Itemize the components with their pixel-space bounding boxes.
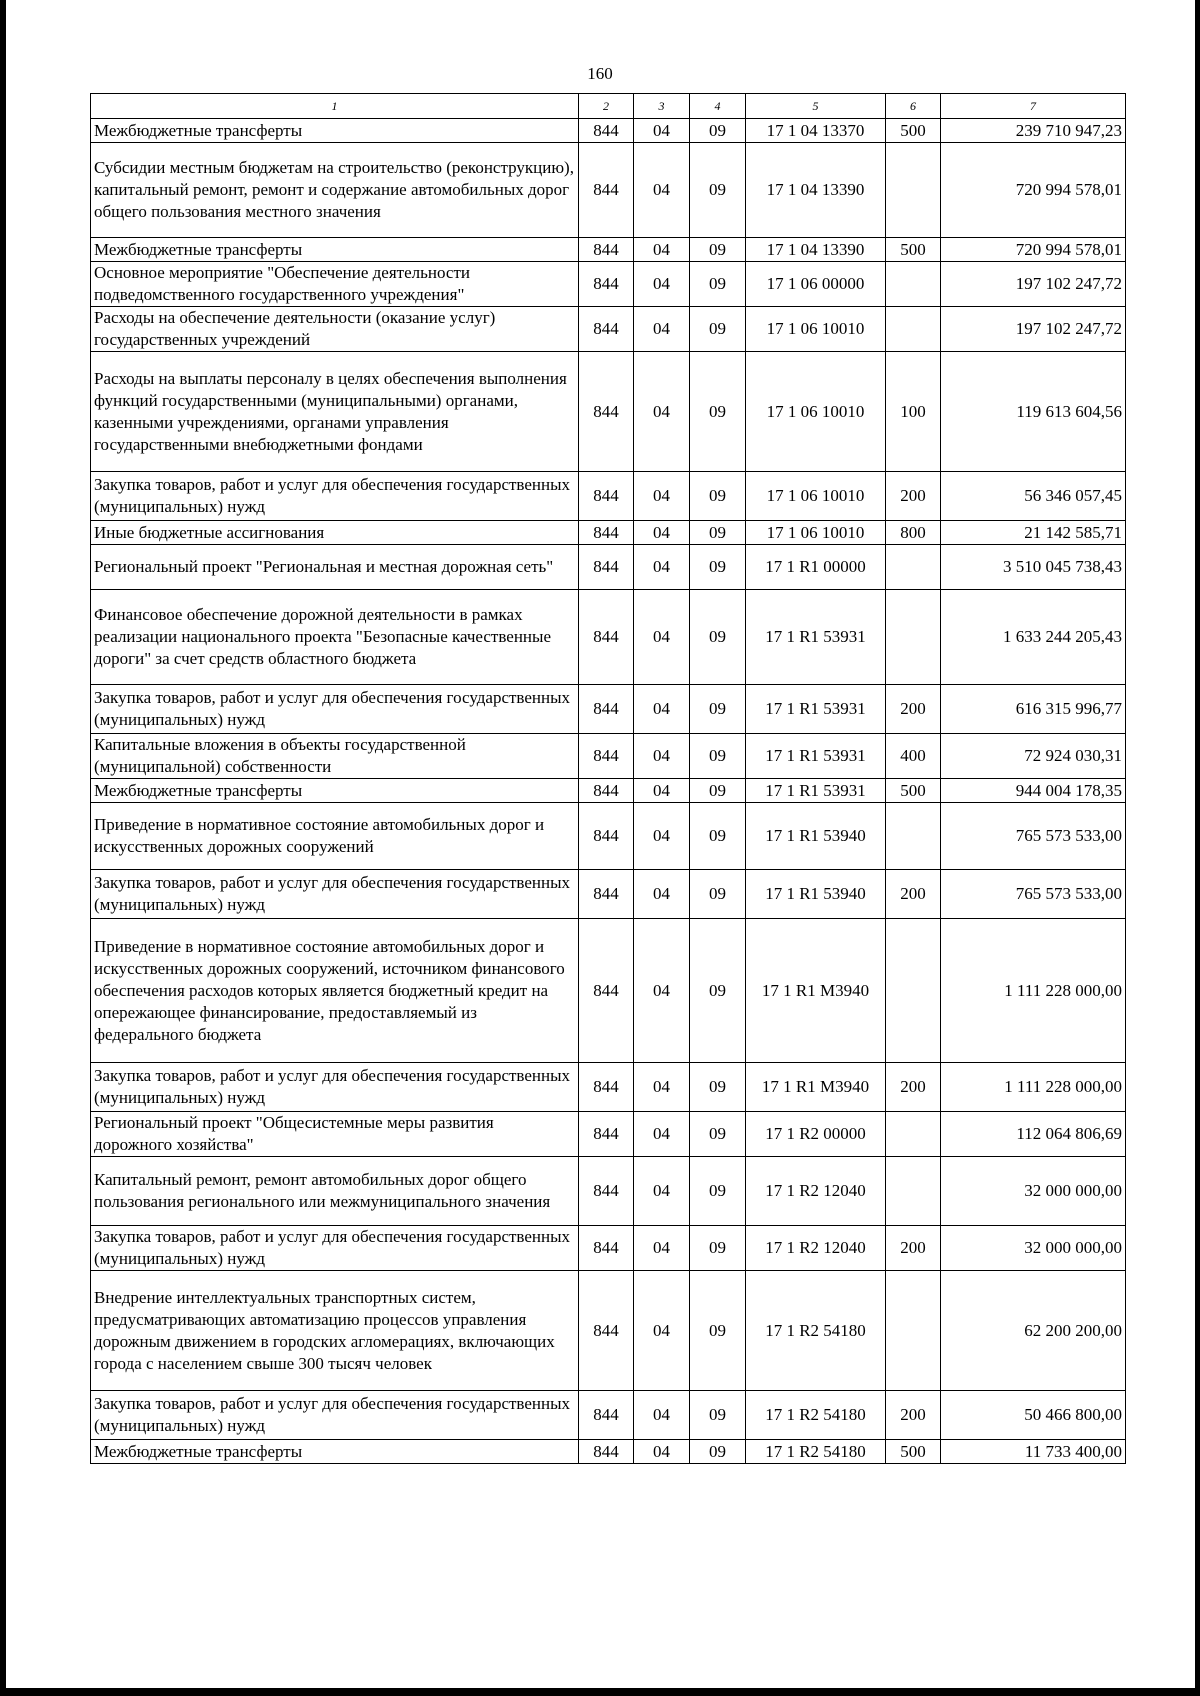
row-pr-code: 09 (690, 1112, 746, 1157)
table-row (91, 262, 1126, 307)
row-rz-code: 04 (634, 685, 690, 734)
row-amount: 11 733 400,00 (941, 1440, 1126, 1464)
row-pr-code: 09 (690, 779, 746, 803)
row-rz-code: 04 (634, 545, 690, 590)
row-csr-code: 17 1 R2 00000 (746, 1112, 886, 1157)
row-gr-code: 844 (579, 590, 634, 685)
row-vr-code (886, 1112, 941, 1157)
row-pr-code: 09 (690, 734, 746, 779)
row-gr-code: 844 (579, 307, 634, 352)
row-rz-code: 04 (634, 590, 690, 685)
row-gr-code: 844 (579, 238, 634, 262)
table-row (91, 1271, 1126, 1391)
row-description: Закупка товаров, работ и услуг для обеспечения государственных (муниципальных) нужд (91, 1063, 579, 1112)
row-description: Основное мероприятие "Обеспечение деятельности подведомственного государственного учреждения" (91, 262, 579, 307)
row-description: Региональный проект "Общесистемные меры развития дорожного хозяйства" (91, 1112, 579, 1157)
row-vr-code (886, 803, 941, 870)
budget-table (90, 93, 1126, 1464)
row-gr-code: 844 (579, 1391, 634, 1440)
table-row (91, 472, 1126, 521)
row-vr-code (886, 307, 941, 352)
table-row (91, 919, 1126, 1063)
row-amount: 1 633 244 205,43 (941, 590, 1126, 685)
row-rz-code: 04 (634, 1157, 690, 1226)
row-amount: 765 573 533,00 (941, 870, 1126, 919)
table-row (91, 238, 1126, 262)
row-rz-code: 04 (634, 803, 690, 870)
row-rz-code: 04 (634, 262, 690, 307)
row-rz-code: 04 (634, 119, 690, 143)
row-pr-code: 09 (690, 119, 746, 143)
row-amount: 720 994 578,01 (941, 143, 1126, 238)
row-csr-code: 17 1 04 13390 (746, 238, 886, 262)
row-csr-code: 17 1 R1 53940 (746, 870, 886, 919)
row-csr-code: 17 1 06 10010 (746, 472, 886, 521)
row-csr-code: 17 1 06 10010 (746, 352, 886, 472)
scan-border-right (1195, 0, 1200, 1696)
row-amount: 119 613 604,56 (941, 352, 1126, 472)
row-rz-code: 04 (634, 1112, 690, 1157)
row-csr-code: 17 1 R2 12040 (746, 1226, 886, 1271)
column-header: 2 (579, 94, 634, 119)
row-csr-code: 17 1 06 10010 (746, 307, 886, 352)
row-amount: 32 000 000,00 (941, 1226, 1126, 1271)
row-pr-code: 09 (690, 521, 746, 545)
row-vr-code (886, 590, 941, 685)
row-rz-code: 04 (634, 1271, 690, 1391)
table-row (91, 1157, 1126, 1226)
row-rz-code: 04 (634, 870, 690, 919)
row-rz-code: 04 (634, 1440, 690, 1464)
table-row (91, 307, 1126, 352)
row-gr-code: 844 (579, 1112, 634, 1157)
table-row (91, 1391, 1126, 1440)
row-vr-code: 200 (886, 1226, 941, 1271)
row-gr-code: 844 (579, 919, 634, 1063)
row-vr-code: 400 (886, 734, 941, 779)
table-row (91, 143, 1126, 238)
column-header: 6 (886, 94, 941, 119)
row-description: Региональный проект "Региональная и местная дорожная сеть" (91, 545, 579, 590)
row-vr-code: 200 (886, 1391, 941, 1440)
row-rz-code: 04 (634, 734, 690, 779)
row-pr-code: 09 (690, 1271, 746, 1391)
row-description: Закупка товаров, работ и услуг для обеспечения государственных (муниципальных) нужд (91, 1391, 579, 1440)
column-header: 3 (634, 94, 690, 119)
row-description: Закупка товаров, работ и услуг для обеспечения государственных (муниципальных) нужд (91, 472, 579, 521)
row-pr-code: 09 (690, 143, 746, 238)
row-csr-code: 17 1 R2 12040 (746, 1157, 886, 1226)
row-csr-code: 17 1 R2 54180 (746, 1440, 886, 1464)
table-row (91, 119, 1126, 143)
row-rz-code: 04 (634, 307, 690, 352)
row-gr-code: 844 (579, 472, 634, 521)
row-description: Приведение в нормативное состояние автомобильных дорог и искусственных дорожных сооружений, источником финансового обеспечения расходов которых является бюджетный кредит на опережающее финансирование, предоставляемый из федерального бюджета (91, 919, 579, 1063)
scan-border-left (0, 0, 6, 1688)
row-description: Межбюджетные трансферты (91, 1440, 579, 1464)
column-header: 4 (690, 94, 746, 119)
row-gr-code: 844 (579, 1271, 634, 1391)
row-description: Финансовое обеспечение дорожной деятельности в рамках реализации национального проекта "Безопасные качественные дороги" за счет средств областного бюджета (91, 590, 579, 685)
row-csr-code: 17 1 R1 53931 (746, 590, 886, 685)
row-pr-code: 09 (690, 545, 746, 590)
row-description: Закупка товаров, работ и услуг для обеспечения государственных (муниципальных) нужд (91, 870, 579, 919)
row-rz-code: 04 (634, 352, 690, 472)
row-rz-code: 04 (634, 919, 690, 1063)
row-description: Внедрение интеллектуальных транспортных систем, предусматривающих автоматизацию процессов управления дорожным движением в городских агломерациях, включающих города с населением свыше 300 тысяч человек (91, 1271, 579, 1391)
column-header: 5 (746, 94, 886, 119)
row-pr-code: 09 (690, 262, 746, 307)
column-number-row (91, 94, 1126, 119)
row-vr-code (886, 262, 941, 307)
row-gr-code: 844 (579, 352, 634, 472)
row-description: Межбюджетные трансферты (91, 119, 579, 143)
row-gr-code: 844 (579, 779, 634, 803)
row-pr-code: 09 (690, 685, 746, 734)
row-gr-code: 844 (579, 685, 634, 734)
row-pr-code: 09 (690, 307, 746, 352)
row-rz-code: 04 (634, 779, 690, 803)
row-csr-code: 17 1 R1 53931 (746, 779, 886, 803)
row-amount: 239 710 947,23 (941, 119, 1126, 143)
table-row (91, 685, 1126, 734)
row-gr-code: 844 (579, 1226, 634, 1271)
row-gr-code: 844 (579, 119, 634, 143)
row-description: Расходы на обеспечение деятельности (оказание услуг) государственных учреждений (91, 307, 579, 352)
row-rz-code: 04 (634, 1226, 690, 1271)
row-amount: 616 315 996,77 (941, 685, 1126, 734)
row-description: Капитальные вложения в объекты государственной (муниципальной) собственности (91, 734, 579, 779)
row-csr-code: 17 1 R1 53931 (746, 734, 886, 779)
row-pr-code: 09 (690, 919, 746, 1063)
row-description: Субсидии местным бюджетам на строительство (реконструкцию), капитальный ремонт, ремонт и содержание автомобильных дорог общего пользования местного значения (91, 143, 579, 238)
row-amount: 720 994 578,01 (941, 238, 1126, 262)
row-description: Расходы на выплаты персоналу в целях обеспечения выполнения функций государственными (муниципальными) органами, казенными учреждениями, органами управления государственными внебюджетными фондами (91, 352, 579, 472)
row-rz-code: 04 (634, 521, 690, 545)
row-gr-code: 844 (579, 870, 634, 919)
row-csr-code: 17 1 06 00000 (746, 262, 886, 307)
row-amount: 56 346 057,45 (941, 472, 1126, 521)
row-gr-code: 844 (579, 1063, 634, 1112)
row-description: Закупка товаров, работ и услуг для обеспечения государственных (муниципальных) нужд (91, 1226, 579, 1271)
row-pr-code: 09 (690, 870, 746, 919)
row-vr-code: 100 (886, 352, 941, 472)
row-vr-code: 200 (886, 685, 941, 734)
row-csr-code: 17 1 R1 53940 (746, 803, 886, 870)
row-amount: 112 064 806,69 (941, 1112, 1126, 1157)
table-row (91, 545, 1126, 590)
row-gr-code: 844 (579, 521, 634, 545)
row-rz-code: 04 (634, 143, 690, 238)
table-row (91, 521, 1126, 545)
row-description: Приведение в нормативное состояние автомобильных дорог и искусственных дорожных сооружений (91, 803, 579, 870)
row-vr-code: 500 (886, 779, 941, 803)
row-rz-code: 04 (634, 472, 690, 521)
row-pr-code: 09 (690, 1440, 746, 1464)
row-amount: 32 000 000,00 (941, 1157, 1126, 1226)
table-row (91, 779, 1126, 803)
row-vr-code (886, 919, 941, 1063)
row-gr-code: 844 (579, 143, 634, 238)
row-pr-code: 09 (690, 352, 746, 472)
row-rz-code: 04 (634, 1063, 690, 1112)
row-amount: 21 142 585,71 (941, 521, 1126, 545)
row-pr-code: 09 (690, 472, 746, 521)
row-csr-code: 17 1 R1 M3940 (746, 919, 886, 1063)
row-amount: 62 200 200,00 (941, 1271, 1126, 1391)
row-csr-code: 17 1 06 10010 (746, 521, 886, 545)
row-vr-code: 200 (886, 472, 941, 521)
row-pr-code: 09 (690, 1391, 746, 1440)
row-vr-code (886, 143, 941, 238)
row-gr-code: 844 (579, 803, 634, 870)
table-row (91, 1112, 1126, 1157)
row-gr-code: 844 (579, 262, 634, 307)
row-csr-code: 17 1 04 13390 (746, 143, 886, 238)
row-amount: 1 111 228 000,00 (941, 919, 1126, 1063)
row-pr-code: 09 (690, 803, 746, 870)
row-csr-code: 17 1 R1 M3940 (746, 1063, 886, 1112)
row-amount: 72 924 030,31 (941, 734, 1126, 779)
row-amount: 197 102 247,72 (941, 307, 1126, 352)
scan-border-bottom (0, 1688, 1200, 1696)
row-vr-code (886, 1157, 941, 1226)
row-csr-code: 17 1 R1 53931 (746, 685, 886, 734)
table-row (91, 734, 1126, 779)
row-csr-code: 17 1 04 13370 (746, 119, 886, 143)
row-pr-code: 09 (690, 1063, 746, 1112)
row-description: Межбюджетные трансферты (91, 238, 579, 262)
column-header: 7 (941, 94, 1126, 119)
row-amount: 197 102 247,72 (941, 262, 1126, 307)
row-csr-code: 17 1 R2 54180 (746, 1271, 886, 1391)
column-header: 1 (91, 94, 579, 119)
table-row (91, 352, 1126, 472)
row-vr-code (886, 1271, 941, 1391)
row-rz-code: 04 (634, 1391, 690, 1440)
row-gr-code: 844 (579, 1440, 634, 1464)
table-row (91, 870, 1126, 919)
row-rz-code: 04 (634, 238, 690, 262)
table-row (91, 1063, 1126, 1112)
row-vr-code: 500 (886, 119, 941, 143)
row-pr-code: 09 (690, 590, 746, 685)
row-vr-code: 500 (886, 238, 941, 262)
row-gr-code: 844 (579, 1157, 634, 1226)
row-description: Капитальный ремонт, ремонт автомобильных дорог общего пользования регионального или межмуниципального значения (91, 1157, 579, 1226)
page-number: 160 (587, 64, 613, 83)
table-row (91, 1440, 1126, 1464)
row-vr-code: 200 (886, 870, 941, 919)
row-vr-code: 500 (886, 1440, 941, 1464)
row-csr-code: 17 1 R2 54180 (746, 1391, 886, 1440)
row-pr-code: 09 (690, 1226, 746, 1271)
row-description: Закупка товаров, работ и услуг для обеспечения государственных (муниципальных) нужд (91, 685, 579, 734)
row-vr-code: 200 (886, 1063, 941, 1112)
table-row (91, 590, 1126, 685)
row-amount: 50 466 800,00 (941, 1391, 1126, 1440)
row-vr-code (886, 545, 941, 590)
row-amount: 1 111 228 000,00 (941, 1063, 1126, 1112)
row-description: Межбюджетные трансферты (91, 779, 579, 803)
row-amount: 3 510 045 738,43 (941, 545, 1126, 590)
row-gr-code: 844 (579, 734, 634, 779)
row-csr-code: 17 1 R1 00000 (746, 545, 886, 590)
row-amount: 944 004 178,35 (941, 779, 1126, 803)
row-amount: 765 573 533,00 (941, 803, 1126, 870)
table-row (91, 803, 1126, 870)
row-vr-code: 800 (886, 521, 941, 545)
row-pr-code: 09 (690, 238, 746, 262)
row-description: Иные бюджетные ассигнования (91, 521, 579, 545)
table-row (91, 1226, 1126, 1271)
row-pr-code: 09 (690, 1157, 746, 1226)
row-gr-code: 844 (579, 545, 634, 590)
